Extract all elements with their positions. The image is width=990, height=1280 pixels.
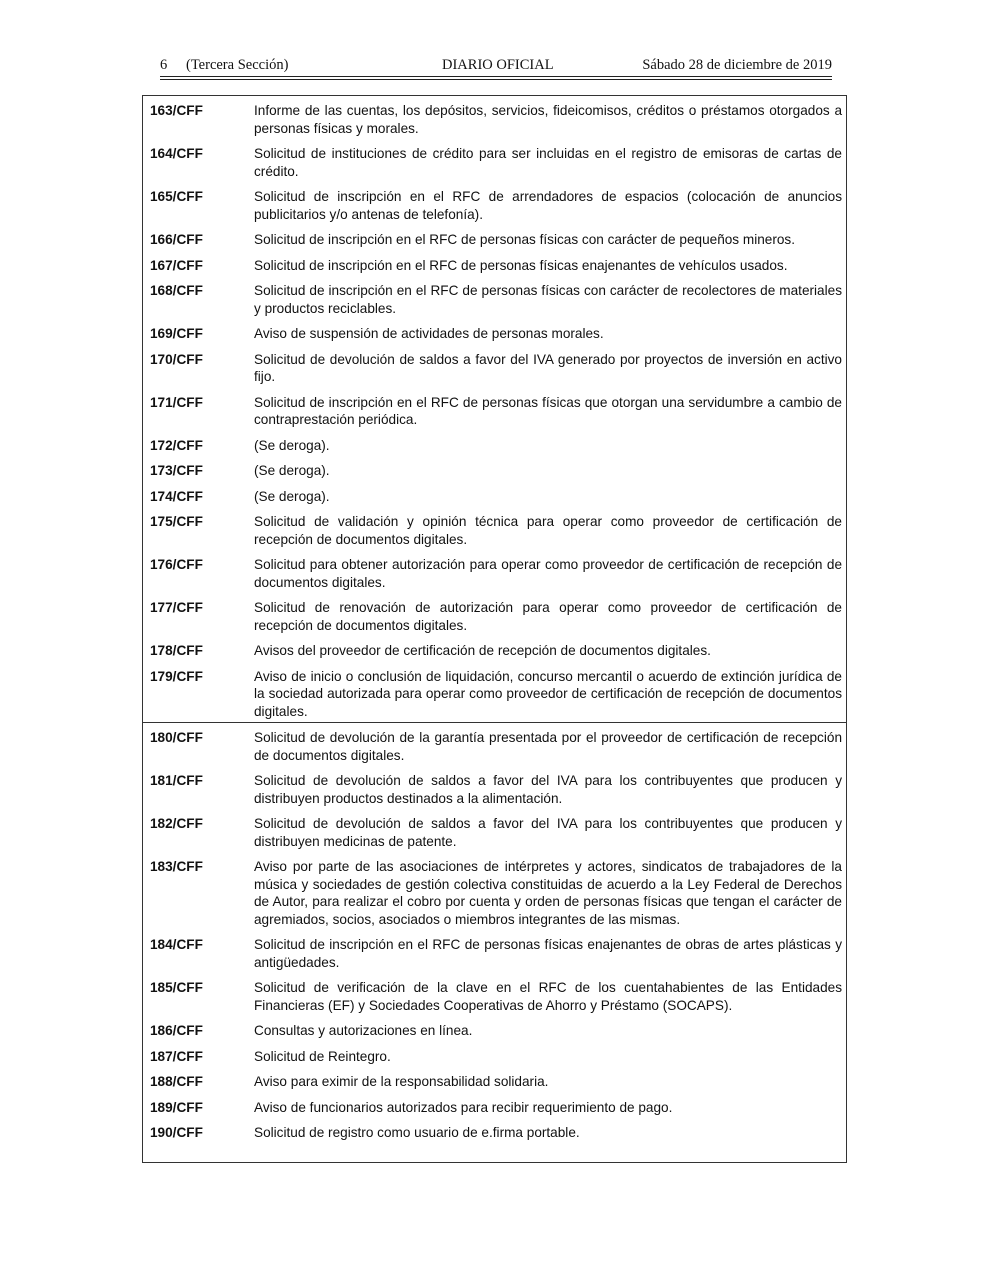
table-row [143, 668, 846, 721]
form-description: Solicitud para obtener autorización para operar como proveedor de certificación de recepción de documentos digitales. [254, 557, 842, 590]
form-code: 190/CFF [150, 1125, 203, 1140]
table-row [143, 979, 846, 1014]
form-description: Aviso de suspensión de actividades de personas morales. [254, 326, 604, 341]
form-code: 163/CFF [150, 103, 203, 118]
table-row [143, 1048, 846, 1066]
table-row [143, 858, 846, 928]
form-code: 181/CFF [150, 773, 203, 788]
form-code: 179/CFF [150, 668, 203, 684]
form-description: Solicitud de inscripción en el RFC de personas físicas que otorgan una servidumbre a cambio de contraprestación periódica. [254, 394, 842, 427]
section-name: (Tercera Sección) [186, 57, 289, 73]
form-description: Solicitud de devolución de la garantía presentada por el proveedor de certificación de recepción de documentos digitales. [254, 730, 842, 763]
table-row [143, 772, 846, 807]
form-code: 172/CFF [150, 437, 203, 453]
table-row [143, 102, 846, 137]
forms-table-2 [142, 722, 847, 1163]
form-description: Solicitud de validación y opinión técnica para operar como proveedor de certificación de recepción de documentos digitales. [254, 514, 842, 547]
table-row [143, 257, 846, 275]
form-code: 180/CFF [150, 730, 203, 745]
form-code: 177/CFF [150, 600, 203, 615]
form-description: Solicitud de registro como usuario de e.firma portable. [254, 1125, 580, 1140]
table-row [143, 437, 846, 455]
table-row [143, 1124, 846, 1142]
form-code: 170/CFF [150, 351, 203, 367]
form-description: Aviso de funcionarios autorizados para recibir requerimiento de pago. [254, 1099, 673, 1115]
form-code: 171/CFF [150, 394, 203, 410]
form-code: 174/CFF [150, 488, 203, 504]
publication-title: DIARIO OFICIAL [442, 57, 554, 73]
page-number: 6 [160, 57, 168, 73]
form-code: 178/CFF [150, 643, 203, 658]
form-description: Solicitud de devolución de saldos a favor del IVA para los contribuyentes que producen y distribuyen medicinas de patente. [254, 816, 842, 849]
table-row [143, 815, 846, 850]
form-description: Avisos del proveedor de certificación de recepción de documentos digitales. [254, 643, 711, 658]
table-row [143, 488, 846, 506]
table-row [143, 729, 846, 764]
form-description: Solicitud de instituciones de crédito para ser incluidas en el registro de emisoras de cartas de crédito. [254, 146, 842, 179]
form-code: 166/CFF [150, 232, 203, 247]
form-description: Solicitud de inscripción en el RFC de personas físicas enajenantes de vehículos usados. [254, 257, 788, 273]
table-row [143, 145, 846, 180]
page-header [160, 57, 832, 75]
form-description: (Se deroga). [254, 437, 330, 453]
table-row [143, 556, 846, 591]
form-description: Aviso para eximir de la responsabilidad solidaria. [254, 1074, 549, 1089]
table-row [143, 231, 846, 249]
form-description: Solicitud de inscripción en el RFC de arrendadores de espacios (colocación de anuncios publicitarios y/o antenas de telefonía). [254, 189, 842, 222]
form-description: Solicitud de devolución de saldos a favor del IVA para los contribuyentes que producen y distribuyen productos destinados a la alimentación. [254, 773, 842, 806]
form-description: Solicitud de inscripción en el RFC de personas físicas con carácter de pequeños mineros. [254, 232, 796, 247]
form-description: (Se deroga). [254, 488, 330, 504]
form-code: 169/CFF [150, 326, 203, 341]
form-description: Informe de las cuentas, los depósitos, servicios, fideicomisos, créditos o préstamos otorgados a personas físicas y morales. [254, 103, 842, 136]
form-code: 175/CFF [150, 514, 203, 529]
form-description: (Se deroga). [254, 463, 330, 478]
form-description: Solicitud de inscripción en el RFC de personas físicas con carácter de recolectores de materiales y productos reciclables. [254, 283, 842, 316]
form-description: Consultas y autorizaciones en línea. [254, 1023, 473, 1038]
form-description: Aviso de inicio o conclusión de liquidación, concurso mercantil o acuerdo de extinción jurídica de la sociedad autorizada para operar como proveedor de certificación de recepción de documentos digitales. [254, 668, 842, 719]
form-code: 187/CFF [150, 1048, 203, 1064]
header-rule-top [160, 76, 832, 77]
form-code: 173/CFF [150, 463, 203, 478]
table-row [143, 513, 846, 548]
table-row [143, 325, 846, 343]
table-row [143, 1022, 846, 1040]
form-code: 189/CFF [150, 1099, 203, 1115]
form-description: Solicitud de verificación de la clave en el RFC de los cuentahabientes de las Entidades Financieras (EF) y Sociedades Cooperativas de Ahorro y Préstamo (SOCAPS). [254, 980, 842, 1013]
table-row [143, 282, 846, 317]
table-row [143, 599, 846, 634]
form-code: 188/CFF [150, 1074, 203, 1089]
form-description: Solicitud de devolución de saldos a favor del IVA generado por proyectos de inversión en activo fijo. [254, 351, 842, 384]
form-code: 165/CFF [150, 189, 203, 204]
table-row [143, 642, 846, 660]
table-row [143, 1073, 846, 1091]
publication-date: Sábado 28 de diciembre de 2019 [642, 57, 832, 73]
form-code: 182/CFF [150, 816, 203, 831]
table-row [143, 188, 846, 223]
form-description: Solicitud de renovación de autorización para operar como proveedor de certificación de recepción de documentos digitales. [254, 600, 842, 633]
form-code: 183/CFF [150, 859, 203, 874]
form-code: 164/CFF [150, 146, 203, 161]
table-row [143, 1099, 846, 1117]
form-code: 185/CFF [150, 980, 203, 995]
form-code: 186/CFF [150, 1023, 203, 1038]
table-row [143, 462, 846, 480]
table-row [143, 351, 846, 386]
form-code: 176/CFF [150, 557, 203, 572]
form-description: Solicitud de inscripción en el RFC de personas físicas enajenantes de obras de artes plásticas y antigüedades. [254, 937, 842, 970]
form-code: 168/CFF [150, 283, 203, 298]
form-description: Solicitud de Reintegro. [254, 1048, 391, 1064]
header-rule-bottom [160, 79, 832, 80]
table-row [143, 394, 846, 429]
form-description: Aviso por parte de las asociaciones de intérpretes y actores, sindicatos de trabajadores de la música y sociedades de gestión colectiva constituidas de acuerdo a la Ley Federal de Derechos de Autor, para realizar el cobro por cuenta y orden de personas físicas que tengan el carácter de agremiados, socios, asociados o miembros integrantes de las mismas. [254, 859, 842, 927]
form-code: 167/CFF [150, 257, 203, 273]
forms-table-1 [142, 95, 847, 723]
form-code: 184/CFF [150, 937, 203, 952]
table-row [143, 936, 846, 971]
